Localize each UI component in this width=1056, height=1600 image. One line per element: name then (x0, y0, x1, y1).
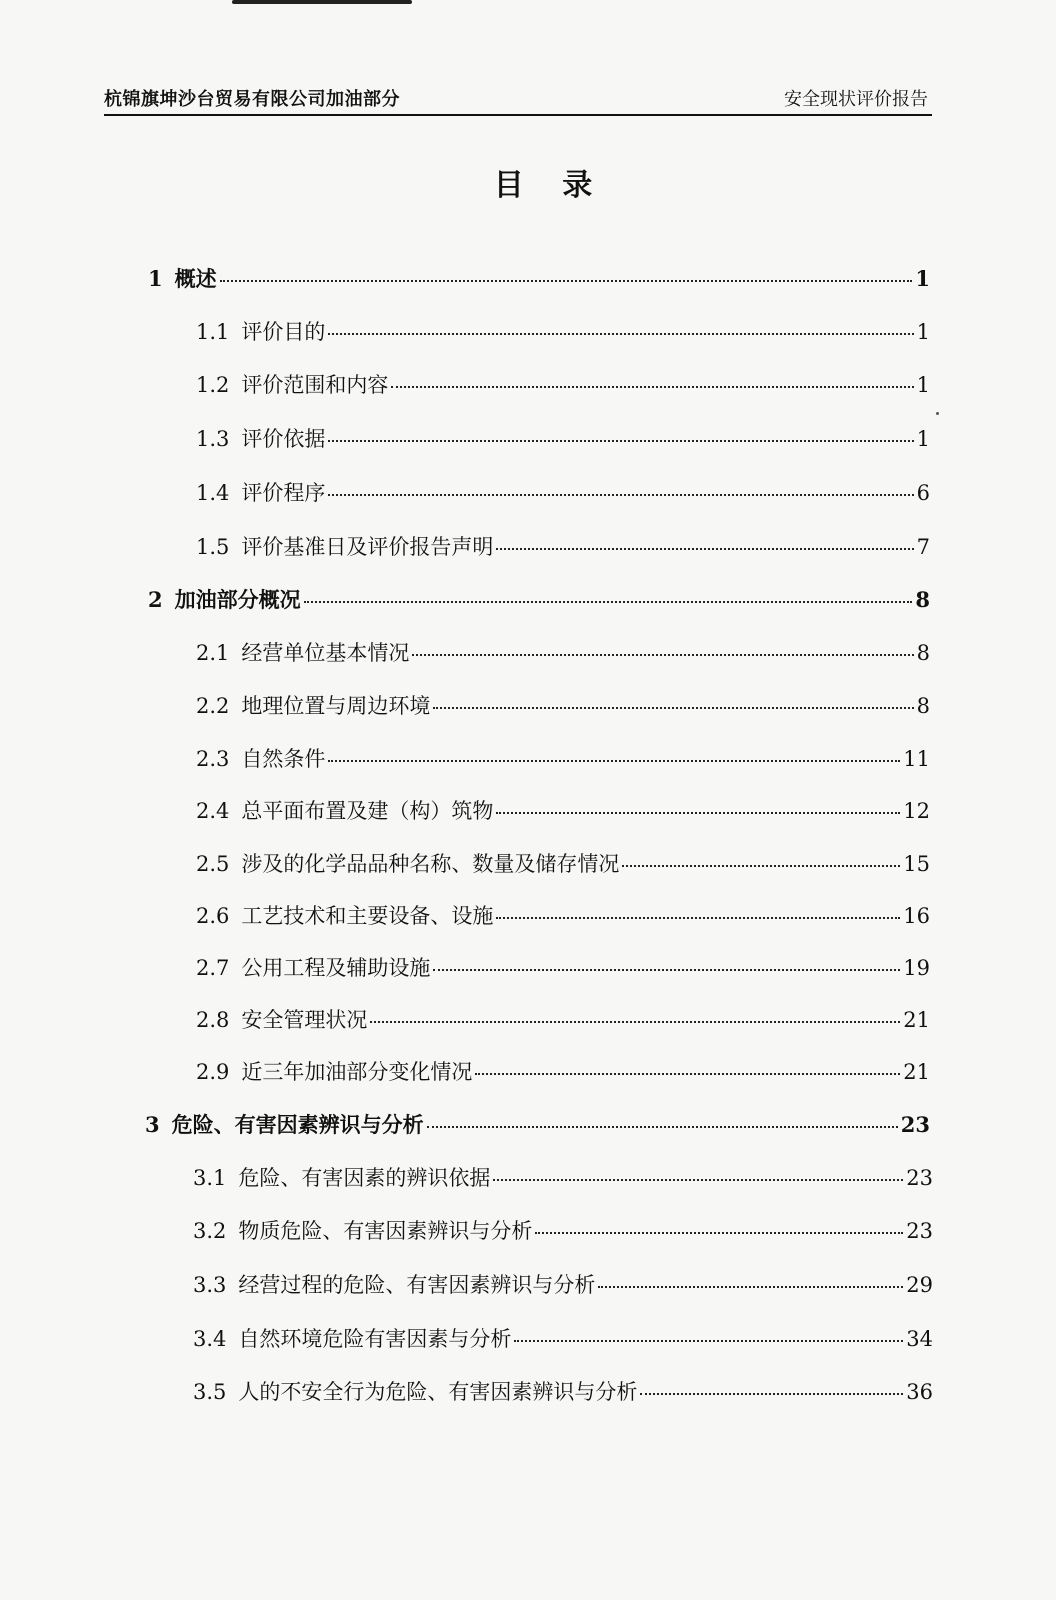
toc-number: 3 (145, 1112, 160, 1137)
toc-leader (391, 386, 913, 388)
toc-leader (433, 707, 913, 709)
toc-page: 1 (916, 320, 930, 344)
toc-leader (493, 1179, 903, 1181)
toc-page: 12 (903, 799, 930, 823)
toc-number: 2.4 (196, 799, 230, 823)
toc-entry[interactable] (196, 795, 930, 825)
toc-page: 1 (915, 266, 930, 291)
toc-number: 1.2 (196, 373, 230, 397)
page-title: 目 录 (493, 168, 607, 203)
toc-title: 危险、有害因素的辨识依据 (238, 1166, 491, 1190)
toc-leader (598, 1286, 903, 1288)
toc-page: 23 (906, 1219, 933, 1243)
toc-entry[interactable] (196, 637, 930, 667)
toc-title: 公用工程及辅助设施 (241, 956, 431, 980)
toc-page: 21 (903, 1008, 930, 1032)
toc-entry[interactable] (148, 584, 930, 614)
toc-title: 概述 (174, 266, 217, 291)
toc-number: 2.6 (196, 904, 230, 928)
toc-page: 8 (916, 694, 930, 718)
toc-entry[interactable] (196, 1056, 930, 1086)
toc-entry[interactable] (196, 316, 930, 346)
toc-entry[interactable] (196, 477, 930, 507)
toc-page: 8 (915, 587, 930, 612)
toc-number: 3.3 (193, 1273, 227, 1297)
toc-title: 安全管理状况 (241, 1008, 368, 1032)
toc-page: 23 (900, 1112, 930, 1137)
toc-page: 8 (916, 641, 930, 665)
toc-number: 2.3 (196, 747, 230, 771)
toc-title: 人的不安全行为危险、有害因素辨识与分析 (238, 1380, 638, 1404)
toc-entry[interactable] (196, 743, 930, 773)
toc-page: 15 (903, 852, 930, 876)
toc-page: 23 (906, 1166, 933, 1190)
header-company: 杭锦旗坤沙台贸易有限公司加油部分 (104, 89, 400, 110)
toc-leader (433, 969, 900, 971)
toc-number: 2 (148, 587, 163, 612)
toc-leader (514, 1340, 903, 1342)
toc-page: 21 (903, 1060, 930, 1084)
toc-number: 3.1 (193, 1166, 227, 1190)
toc-leader (328, 333, 913, 335)
toc-leader (220, 280, 913, 282)
toc-leader (496, 812, 900, 814)
toc-entry[interactable] (145, 1109, 930, 1139)
toc-title: 加油部分概况 (174, 587, 301, 612)
toc-title: 评价范围和内容 (241, 373, 389, 397)
toc-number: 1 (148, 266, 163, 291)
toc-page: 36 (906, 1380, 933, 1404)
toc-entry[interactable] (193, 1215, 933, 1245)
toc-leader (427, 1126, 898, 1128)
toc-entry[interactable] (196, 952, 930, 982)
toc-entry[interactable] (196, 848, 930, 878)
toc-entry[interactable] (196, 423, 930, 453)
toc-leader (496, 548, 913, 550)
toc-title: 经营单位基本情况 (241, 641, 410, 665)
toc-page: 19 (903, 956, 930, 980)
toc-title: 涉及的化学品品种名称、数量及储存情况 (241, 852, 620, 876)
toc-title: 经营过程的危险、有害因素辨识与分析 (238, 1273, 596, 1297)
toc-page: 16 (903, 904, 930, 928)
toc-leader (622, 865, 900, 867)
toc-number: 2.8 (196, 1008, 230, 1032)
toc-title: 物质危险、有害因素辨识与分析 (238, 1219, 533, 1243)
toc-number: 2.2 (196, 694, 230, 718)
toc-title: 评价目的 (241, 320, 326, 344)
header-report-title: 安全现状评价报告 (784, 89, 928, 110)
toc-number: 2.5 (196, 852, 230, 876)
toc-page: 6 (916, 481, 930, 505)
toc-number: 1.1 (196, 320, 230, 344)
toc-leader (412, 654, 913, 656)
toc-entry[interactable] (148, 263, 930, 293)
toc-title: 自然条件 (241, 747, 326, 771)
toc-title: 近三年加油部分变化情况 (241, 1060, 473, 1084)
toc-number: 2.7 (196, 956, 230, 980)
toc-entry[interactable] (193, 1269, 933, 1299)
toc-title: 危险、有害因素辨识与分析 (171, 1112, 424, 1137)
toc-number: 3.5 (193, 1380, 227, 1404)
toc-number: 3.2 (193, 1219, 227, 1243)
toc-number: 1.3 (196, 427, 230, 451)
toc-page: 34 (906, 1327, 933, 1351)
toc-title: 总平面布置及建（构）筑物 (241, 799, 494, 823)
toc-entry[interactable] (196, 1004, 930, 1034)
toc-title: 评价程序 (241, 481, 326, 505)
toc-entry[interactable] (196, 900, 930, 930)
toc-entry[interactable] (196, 690, 930, 720)
toc-title: 地理位置与周边环境 (241, 694, 431, 718)
toc-leader (328, 494, 913, 496)
toc-page: 29 (906, 1273, 933, 1297)
toc-leader (475, 1073, 900, 1075)
toc-leader (370, 1021, 900, 1023)
toc-number: 1.4 (196, 481, 230, 505)
toc-title: 评价基准日及评价报告声明 (241, 535, 494, 559)
toc-leader (640, 1393, 903, 1395)
toc-leader (496, 917, 900, 919)
toc-leader (304, 601, 913, 603)
toc-page: 11 (903, 747, 930, 771)
toc-entry[interactable] (193, 1376, 933, 1406)
toc-page: 7 (916, 535, 930, 559)
toc-entry[interactable] (196, 531, 930, 561)
toc-title: 评价依据 (241, 427, 326, 451)
toc-number: 3.4 (193, 1327, 227, 1351)
toc-number: 2.1 (196, 641, 230, 665)
toc-title: 自然环境危险有害因素与分析 (238, 1327, 512, 1351)
toc-page: 1 (916, 373, 930, 397)
toc-number: 2.9 (196, 1060, 230, 1084)
toc-leader (328, 440, 913, 442)
toc-number: 1.5 (196, 535, 230, 559)
toc-title: 工艺技术和主要设备、设施 (241, 904, 494, 928)
toc-entry[interactable] (193, 1323, 933, 1353)
toc-leader (328, 760, 900, 762)
toc-entry[interactable] (193, 1162, 933, 1192)
toc-page: 1 (916, 427, 930, 451)
toc-entry[interactable] (196, 369, 930, 399)
toc-leader (535, 1232, 903, 1234)
scan-speck (936, 412, 939, 415)
